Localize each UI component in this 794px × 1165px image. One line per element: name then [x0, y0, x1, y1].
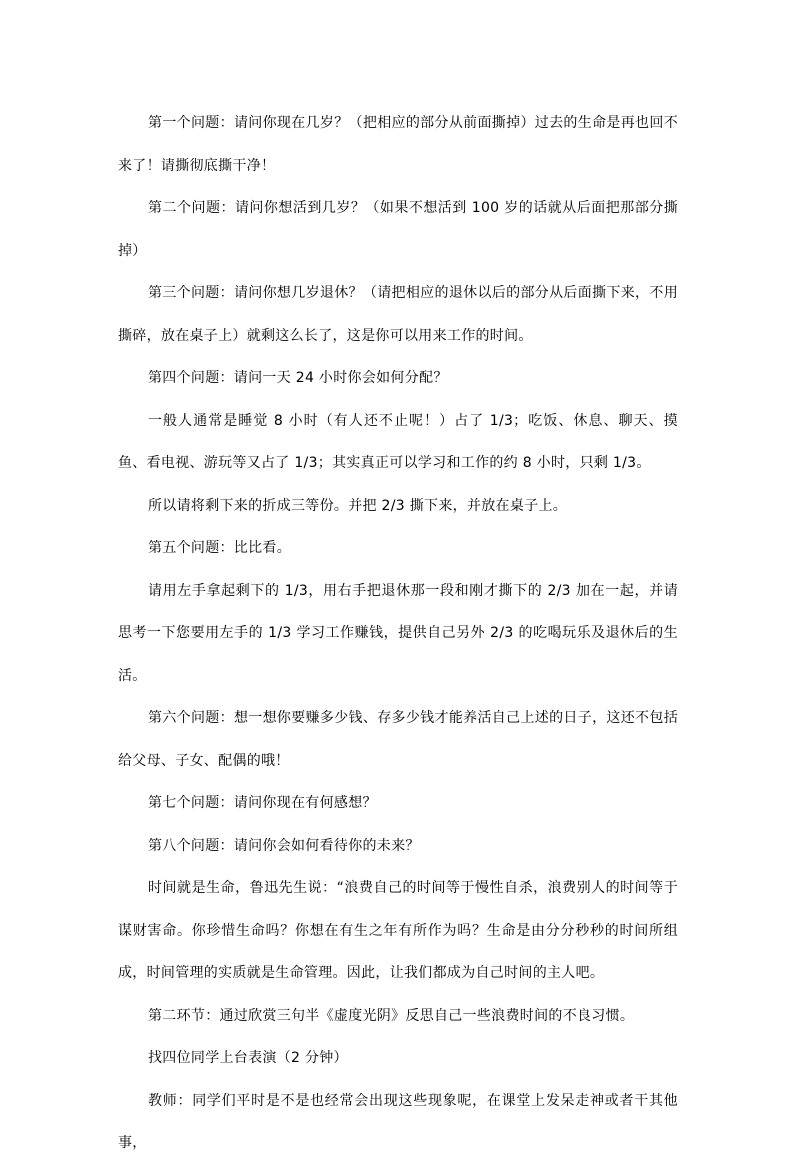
paragraph-daily-split: 一般人通常是睡觉 8 小时（有人还不止呢！）占了 1/3；吃饭、休息、聊天、摸鱼、看电视、游玩等又占了 1/3；其实真正可以学习和工作的约 8 小时，只剩 1/3。: [118, 412, 678, 471]
paragraph-question-7: 第七个问题：请问你现在有何感想？: [148, 795, 377, 811]
paragraph-question-5: 第五个问题：比比看。: [148, 540, 291, 556]
paragraph-question-1: 第一个问题：请问你现在几岁？（把相应的部分从前面撕掉）过去的生命是再也回不来了！请撕彻底撕干净！: [118, 115, 678, 174]
paragraph-question-6: 第六个问题：想一想你要赚多少钱、存多少钱才能养活自己上述的日子，这还不包括给父母、子女、配偶的哦！: [118, 710, 678, 769]
paragraph-compare-instruction: 请用左手拿起剩下的 1/3，用右手把退休那一段和刚才撕下的 2/3 加在一起，并请思考一下您要用左手的 1/3 学习工作赚钱，提供自己另外 2/3 的吃喝玩乐及退休后的生活。: [118, 582, 678, 684]
paragraph-question-3: 第三个问题：请问你想几岁退休？（请把相应的退休以后的部分从后面撕下来，不用撕碎，放在桌子上）就剩这么长了，这是你可以用来工作的时间。: [118, 285, 678, 344]
paragraph-time-is-life: 时间就是生命，鲁迅先生说：“浪费自己的时间等于慢性自杀，浪费别人的时间等于谋财害命。你珍惜生命吗？你想在有生之年有所作为吗？生命是由分分秒秒的时间所组成，时间管理的实质就是生命管理。因此，让我们都成为自己时间的主人吧。: [118, 880, 678, 981]
paragraph-question-2: 第二个问题：请问你想活到几岁？（如果不想活到 100 岁的话就从后面把那部分撕掉）: [118, 200, 678, 259]
paragraph-question-4: 第四个问题：请问一天 24 小时你会如何分配？: [148, 370, 448, 386]
paragraph-fold-instruction: 所以请将剩下来的折成三等份。并把 2/3 撕下来，并放在桌子上。: [148, 497, 568, 514]
paragraph-performance: 找四位同学上台表演（2 分钟）: [148, 1050, 348, 1066]
paragraph-question-8: 第八个问题：请问你会如何看待你的未来？: [148, 837, 420, 854]
document-body: [118, 102, 678, 1165]
paragraph-teacher: 教师：同学们平时是不是也经常会出现这些现象呢，在课堂上发呆走神或者干其他事，: [118, 1092, 678, 1151]
paragraph-section-2: 第二环节：通过欣赏三句半《虚度光阴》反思自己一些浪费时间的不良习惯。: [148, 1007, 635, 1024]
